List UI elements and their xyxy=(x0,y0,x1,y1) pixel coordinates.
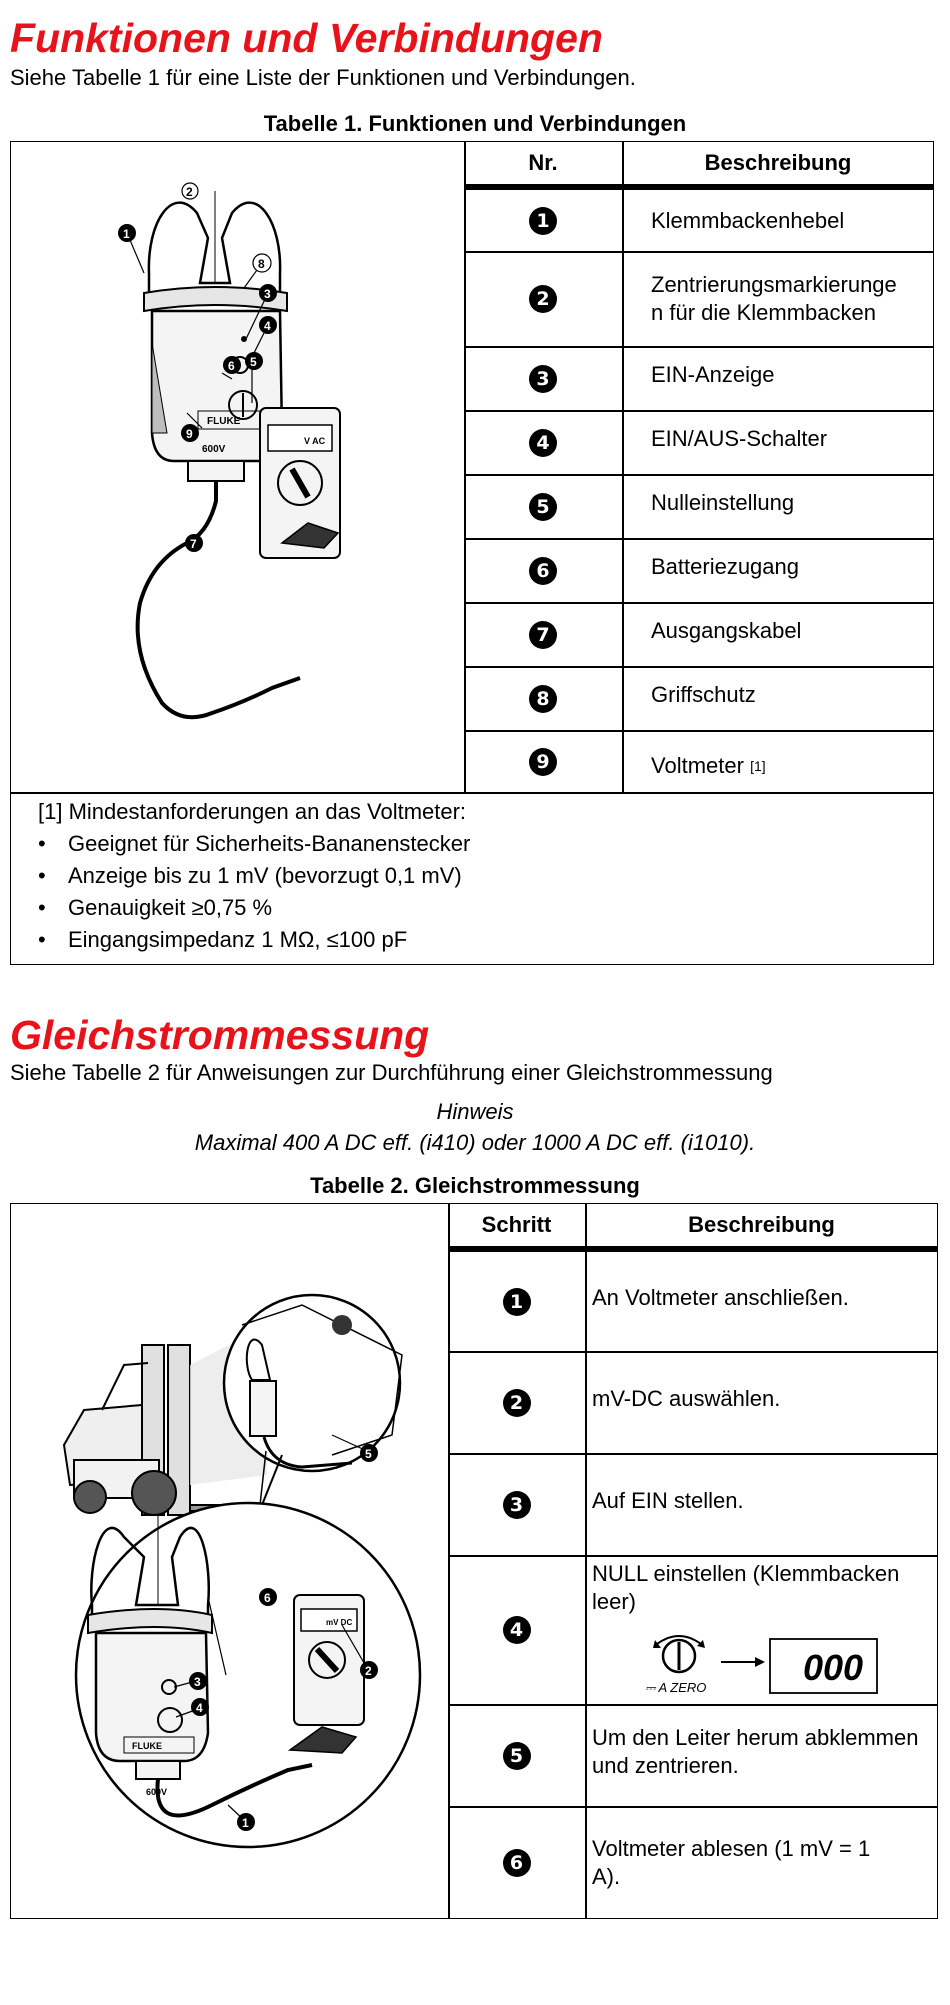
table1-row-num: 1 xyxy=(464,190,622,251)
table2-header-desc: Beschreibung xyxy=(688,1211,835,1237)
footnote-item: • Geeignet für Sicherheits-Bananenstecker xyxy=(38,831,471,856)
table1-row-desc: Nulleinstellung xyxy=(651,490,795,515)
zero-adjust-illustration xyxy=(635,1634,885,1700)
figure-clamp-meter xyxy=(12,143,462,791)
table1-row-desc: EIN-Anzeige xyxy=(651,362,775,387)
meter-display-label: V AC xyxy=(304,436,326,446)
brand-label: FLUKE xyxy=(132,1741,162,1751)
table2-row-desc: mV-DC auswählen. xyxy=(592,1386,781,1411)
table2-row-desc: Um den Leiter herum abklemmen und zentrieren. xyxy=(592,1725,919,1778)
svg-text:1: 1 xyxy=(123,227,130,241)
table1-row-num: 9 xyxy=(464,731,622,793)
table1-row-num: 8 xyxy=(464,667,622,730)
svg-text:7: 7 xyxy=(190,537,197,551)
table2-row-desc: NULL einstellen (Klemmbacken leer) xyxy=(592,1561,900,1614)
table1-row-num: 6 xyxy=(464,539,622,602)
section-intro-functions: Siehe Tabelle 1 für eine Liste der Funktionen und Verbindungen. xyxy=(10,65,636,90)
note-text: Maximal 400 A DC eff. (i410) oder 1000 A DC eff. (i1010). xyxy=(194,1130,756,1155)
table1-row-desc: Voltmeter [1] xyxy=(651,753,766,778)
table2-row-desc: Auf EIN stellen. xyxy=(592,1488,744,1513)
svg-text:3: 3 xyxy=(264,287,271,301)
table2-row-num: 1 xyxy=(448,1252,585,1351)
svg-text:9: 9 xyxy=(186,427,193,441)
footnote-item: • Anzeige bis zu 1 mV (bevorzugt 0,1 mV) xyxy=(38,863,462,888)
section-intro-dc: Siehe Tabelle 2 für Anweisungen zur Durchführung einer Gleichstrommessung xyxy=(10,1060,773,1085)
table1-row-desc: Klemmbackenhebel xyxy=(651,207,845,233)
table2-row-desc: Voltmeter ablesen (1 mV = 1 A). xyxy=(592,1836,871,1889)
table1-row-num: 3 xyxy=(464,347,622,410)
svg-text:4: 4 xyxy=(196,1701,203,1715)
svg-text:2: 2 xyxy=(365,1664,372,1678)
clamp-voltage-label: 600V xyxy=(202,444,226,455)
footnote-title: [1] Mindestanforderungen an das Voltmeter: xyxy=(38,799,467,824)
table1-row-desc: Ausgangskabel xyxy=(651,618,802,643)
table1-row-num: 4 xyxy=(464,411,622,474)
zero-label: ⎓ A ZERO xyxy=(645,1680,707,1695)
table1-row-desc: Zentrierungsmarkierungen für die Klemmbacken xyxy=(651,272,897,325)
footnote-item: • Genauigkeit ≥0,75 % xyxy=(38,895,273,920)
table1-row-desc: EIN/AUS-Schalter xyxy=(651,426,828,451)
table2-row-num: 3 xyxy=(448,1454,585,1555)
table1-row-desc: Griffschutz xyxy=(651,682,756,707)
table1-row-num: 7 xyxy=(464,603,622,666)
svg-text:8: 8 xyxy=(258,257,265,271)
table1-row-num: 5 xyxy=(464,475,622,538)
svg-text:5: 5 xyxy=(250,355,257,369)
table2-header-step: Schritt xyxy=(481,1211,552,1237)
table2-row-num: 4 xyxy=(448,1556,585,1704)
table2-row-num: 2 xyxy=(448,1352,585,1453)
svg-text:5: 5 xyxy=(365,1447,372,1461)
figure-dc-measurement xyxy=(12,1205,446,1917)
section-title-functions: Funktionen und Verbindungen xyxy=(10,15,603,61)
brand-label: FLUKE xyxy=(207,416,241,427)
svg-text:3: 3 xyxy=(194,1675,201,1689)
section-title-dc: Gleichstrommessung xyxy=(10,1012,430,1058)
display-value: 000 xyxy=(803,1647,864,1688)
svg-text:1: 1 xyxy=(242,1816,249,1830)
meter-display-label: mV DC xyxy=(326,1618,353,1627)
table2-row-num: 5 xyxy=(448,1705,585,1806)
note-label: Hinweis xyxy=(436,1099,514,1124)
table1-header-nr: Nr. xyxy=(528,149,558,175)
svg-text:6: 6 xyxy=(228,359,235,373)
clamp-voltage-label: 600V xyxy=(146,1787,168,1797)
table1-header-desc: Beschreibung xyxy=(704,149,852,175)
table2-row-desc: An Voltmeter anschließen. xyxy=(592,1285,849,1310)
table1-caption: Tabelle 1. Funktionen und Verbindungen xyxy=(263,111,687,136)
table1-row-num: 2 xyxy=(464,252,622,346)
svg-text:2: 2 xyxy=(186,185,193,199)
footnote-item: • Eingangsimpedanz 1 MΩ, ≤100 pF xyxy=(38,927,408,952)
table2-row-num: 6 xyxy=(448,1807,585,1919)
table1-footnote xyxy=(38,796,470,956)
svg-text:6: 6 xyxy=(264,1591,271,1605)
svg-text:4: 4 xyxy=(264,319,271,333)
footnote-ref: [1] xyxy=(750,758,766,774)
table2-caption: Tabelle 2. Gleichstrommessung xyxy=(310,1173,640,1198)
table1-row-desc: Batteriezugang xyxy=(651,554,799,579)
